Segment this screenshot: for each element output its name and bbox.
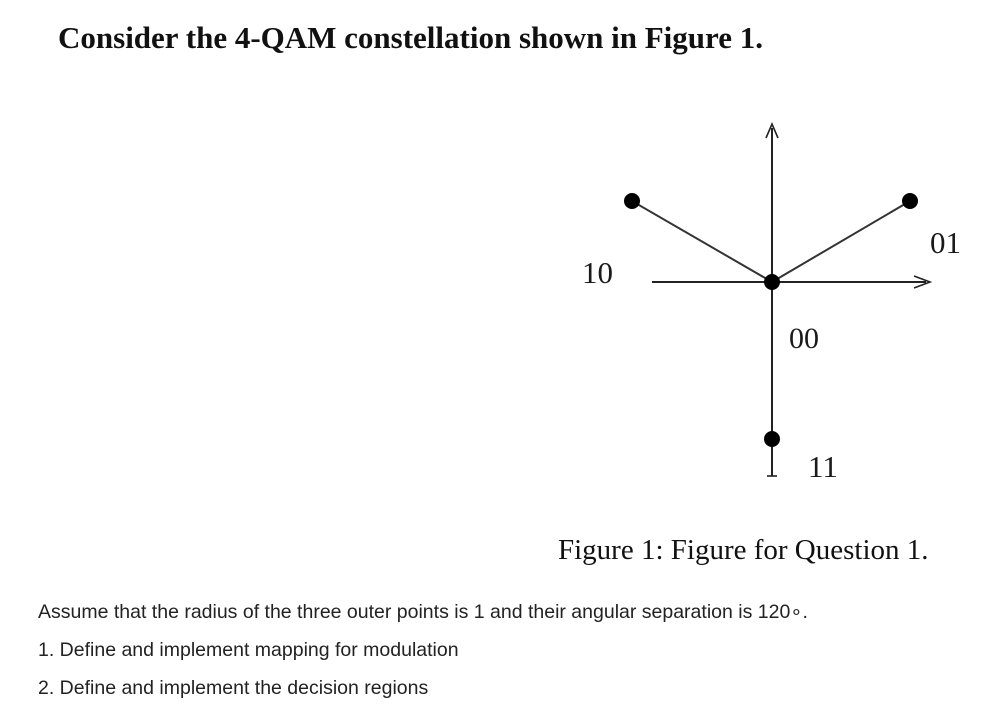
label-11: 11 xyxy=(808,449,838,484)
figure-caption: Figure 1: Figure for Question 1. xyxy=(558,534,929,566)
label-00: 00 xyxy=(789,322,819,355)
spoke-upper-left xyxy=(632,201,772,282)
point-11 xyxy=(764,431,780,447)
point-10 xyxy=(624,193,640,209)
assumption-text: Assume that the radius of the three outer points is 1 and their angular separation is 120∘. xyxy=(38,601,808,623)
task-1-text: 1. Define and implement mapping for modulation xyxy=(38,639,459,661)
label-10: 10 xyxy=(582,255,613,290)
question-heading: Consider the 4-QAM constellation shown in Figure 1. xyxy=(58,20,763,55)
label-01: 01 xyxy=(930,225,961,260)
task-2-text: 2. Define and implement the decision regions xyxy=(38,677,429,699)
spoke-upper-right xyxy=(772,201,910,282)
point-01 xyxy=(902,193,918,209)
point-00 xyxy=(764,274,780,290)
